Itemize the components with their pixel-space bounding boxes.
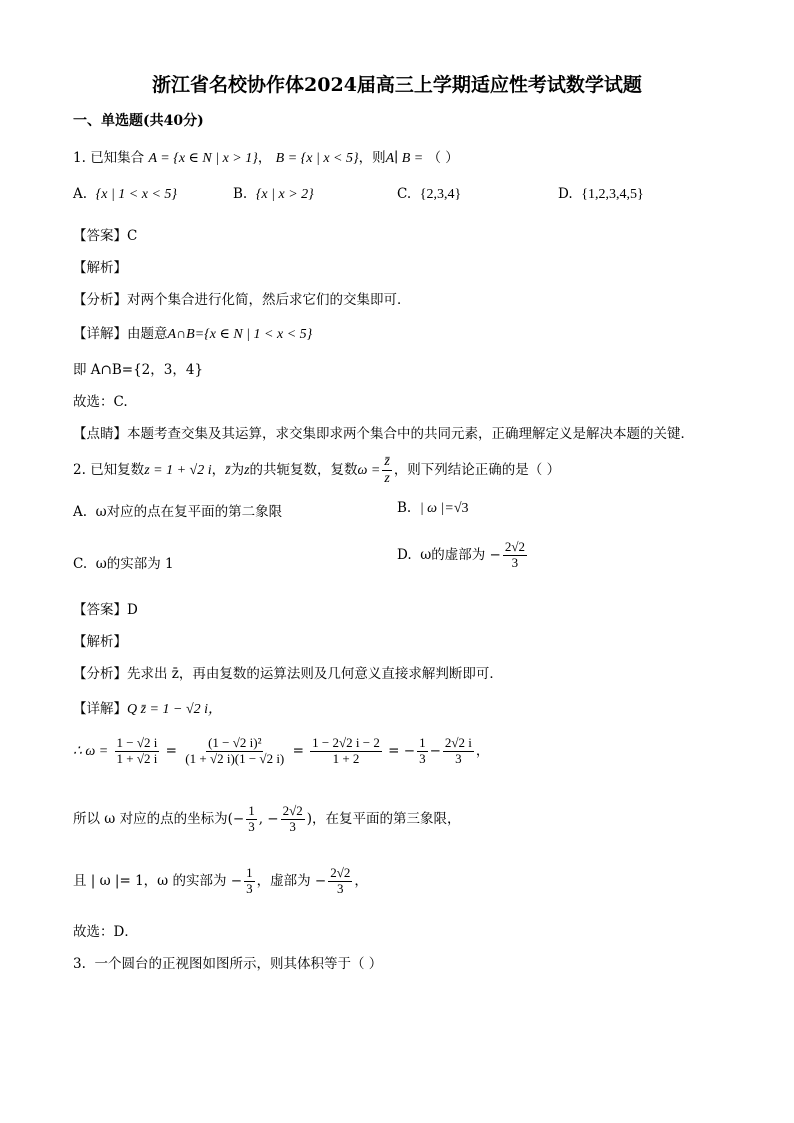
question-number: 1. <box>73 150 86 166</box>
detail-line: 【详解】由题意A∩B={x ∈ N | 1 < x < 5} <box>73 326 313 342</box>
intersection-expression: A∣ B = <box>385 151 424 166</box>
option-c: C. {2,3,4} <box>397 186 462 202</box>
calculation-line: ∴ ω = $\frac{1 - √2 i}{1 + √2 i}$ = $\frac{\text{(1 − √2 i)²}}{(1 + √2 i)(1 - √2 i)}$ = $\frac{1 - 2√2 i - 2}{1 + 2}$ = − $\frac{1}{3}$ − $\frac{2√2 i}{3}$ ， <box>73 735 490 766</box>
analysis-tag: 【解析】 <box>73 260 127 276</box>
option-c: C. ω的实部为 1 <box>73 556 174 572</box>
option-d-text: {1,2,3,4,5} <box>581 187 644 202</box>
option-d: D. ω的虚部为 − $\frac{2√2}{3}$ <box>397 539 525 570</box>
point-line: 【点睛】本题考查交集及其运算，求交集即求两个集合中的共同元素，正确理解定义是解决本题的关键． <box>73 426 694 442</box>
answer-line <box>73 224 137 244</box>
choice-conclusion: 故选：C. <box>73 394 128 410</box>
question-3-stem: 3. 一个圆台的正视图如图所示，则其体积等于（ ） <box>73 956 383 972</box>
detail-line: 【详解】Q z̄ = 1 − √2 i， <box>73 701 223 717</box>
option-b: B. {x | x > 2} <box>233 186 314 202</box>
answer-tag: 【答案】 <box>73 228 127 244</box>
option-b-text: {x | x > 2} <box>255 187 314 202</box>
question-2-stem: 2. 已知复数z = 1 + √2 i，z̄为z的共轭复数，复数ω = $\frac{z̄}{z}$ ，则下列结论正确的是（ ） <box>73 454 561 487</box>
option-c-text: {2,3,4} <box>419 187 462 202</box>
analysis-tag: 【解析】 <box>73 634 127 650</box>
coordinate-line: 所以 ω 对应的点的坐标为(− $\frac{1}{3}$ , − $\frac{2√2}{3}$ )，在复平面的第三象限， <box>73 803 461 834</box>
option-a: A. ω对应的点在复平面的第二象限 <box>73 504 283 520</box>
question-1-stem <box>73 146 459 167</box>
option-b: B. | ω |=√3 <box>397 500 469 516</box>
page-title: 浙江省名校协作体2024届高三上学期适应性考试数学试题 <box>152 74 642 96</box>
separator: ， <box>257 150 272 166</box>
question-text: ，则 <box>358 150 386 166</box>
fenxi-line: 【分析】对两个集合进行化简，然后求它们的交集即可． <box>73 292 411 308</box>
option-d: D. {1,2,3,4,5} <box>558 186 644 202</box>
answer-line: 【答案】D <box>73 602 138 618</box>
set-a-expression: A = {x ∈ N | x > 1} <box>148 151 258 166</box>
choice-conclusion: 故选：D． <box>73 924 138 940</box>
modulus-line: 且 | ω |= 1，ω 的实部为 − $\frac{1}{3}$ ，虚部为 − $\frac{2√2}{3}$ ， <box>73 865 368 896</box>
answer-value: C <box>127 228 138 244</box>
z-expression: z = 1 + √2 i <box>144 463 212 479</box>
option-a: A. {x | 1 < x < 5} <box>73 186 178 202</box>
answer-parenthesis: （ ） <box>427 150 459 166</box>
set-b-expression: B = {x | x < 5} <box>275 151 359 166</box>
section-heading: 一、单选题(共40分) <box>73 113 204 129</box>
question-text: 已知集合 <box>90 150 145 166</box>
fenxi-line: 【分析】先求出 z̄，再由复数的运算法则及几何意义直接求解判断即可． <box>73 666 503 682</box>
detail-result: 即 A∩B={2，3，4} <box>73 362 204 378</box>
option-a-text: {x | 1 < x < 5} <box>95 187 178 202</box>
